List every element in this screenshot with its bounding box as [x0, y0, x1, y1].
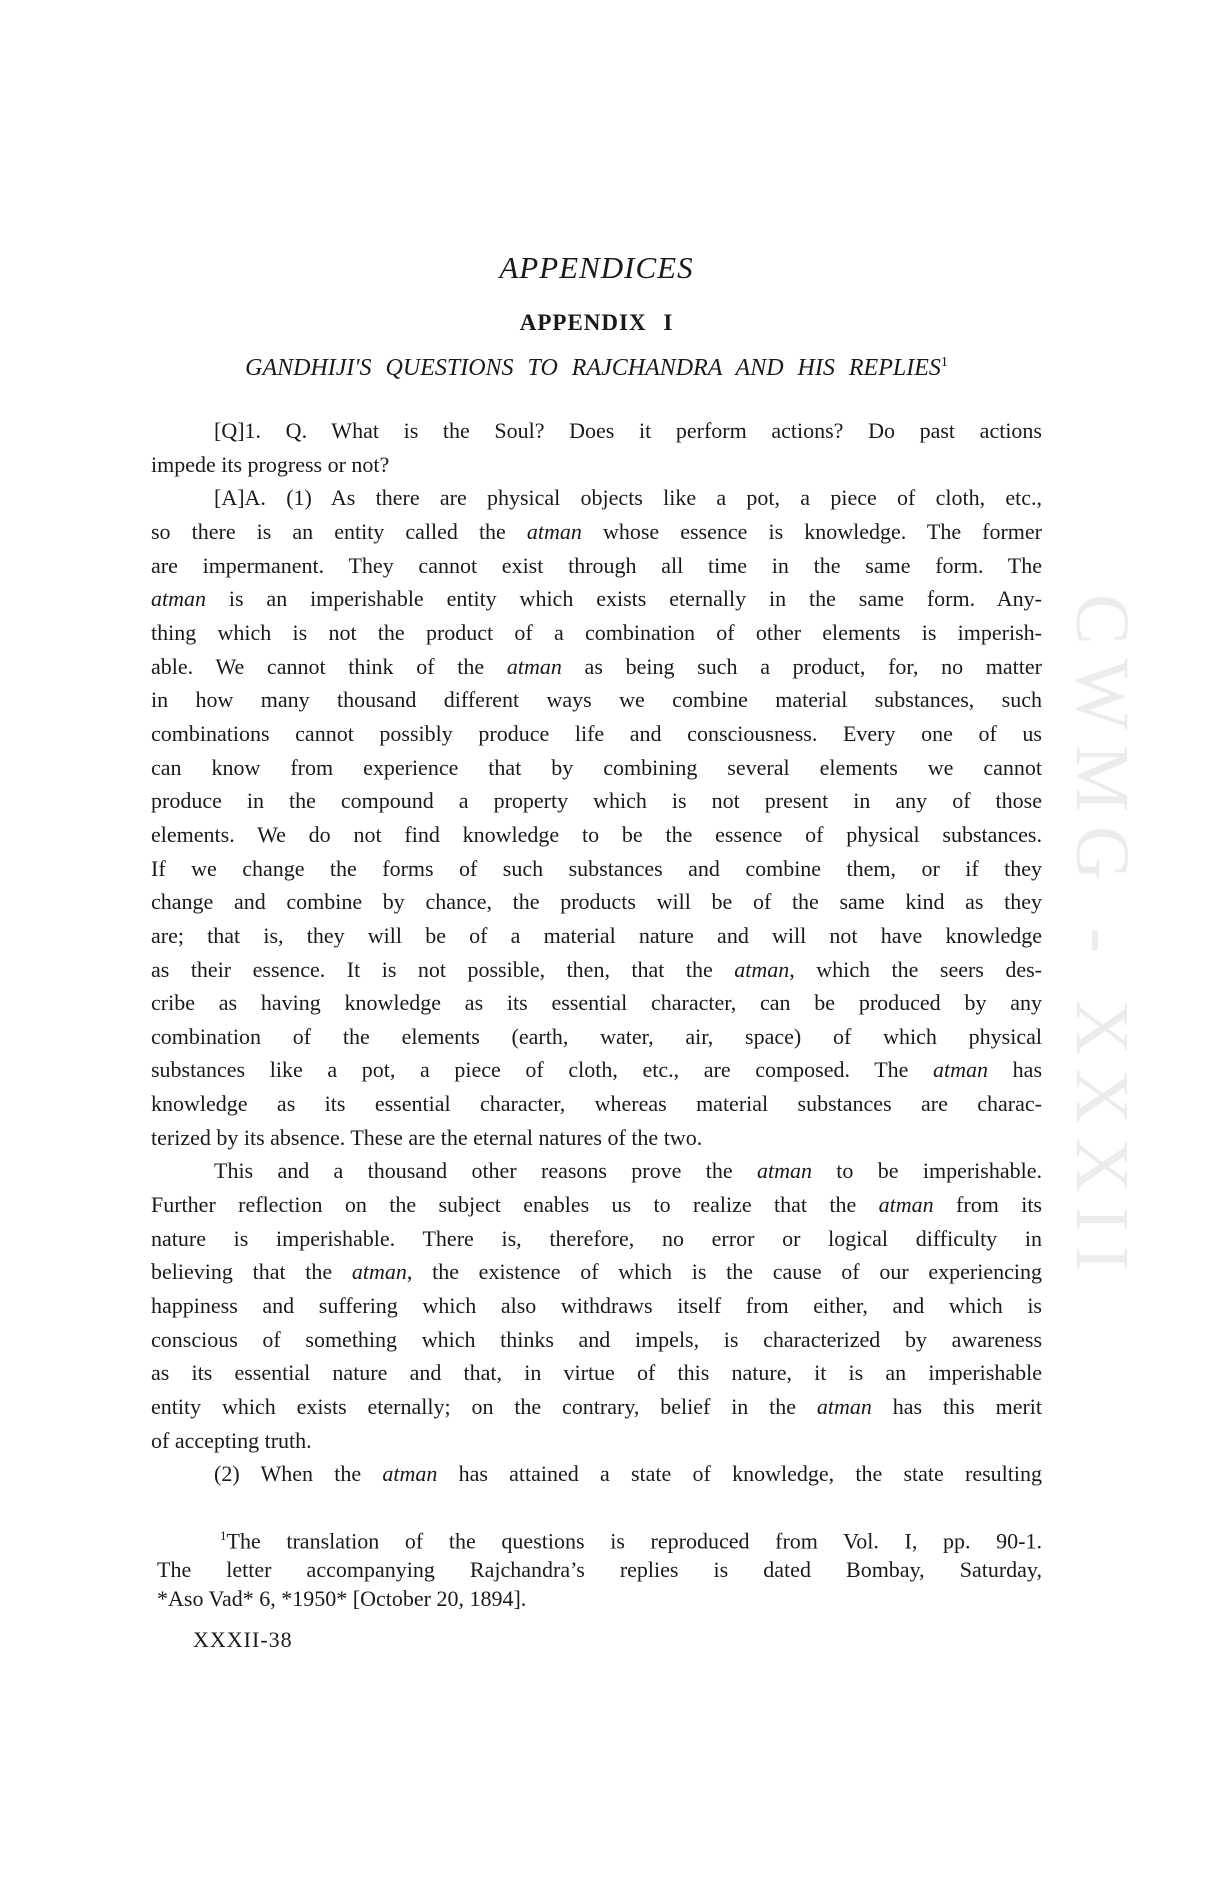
italic-term: atman [506, 653, 562, 679]
footnote [157, 1521, 1042, 1613]
text-line: combinations cannot possibly produce life and consciousness. Every one of us [151, 720, 1042, 746]
text-line: conscious of something which thinks and impels, is characterized by awareness [151, 1326, 1042, 1352]
italic-term: atman [878, 1192, 934, 1218]
text-line: in how many thousand different ways we combine material substances, such [151, 687, 1042, 713]
text-line: can know from experience that by combining several elements we cannot [151, 754, 1042, 780]
watermark: CWMG - XXXII [1060, 594, 1144, 1286]
text-line: so there is an entity called the atman whose essence is knowledge. The former [151, 518, 1043, 544]
text-line: thing which is not the product of a combination of other elements is imperish- [151, 619, 1042, 645]
italic-term: atman [734, 956, 790, 982]
appendix-heading: APPENDIX I [519, 310, 674, 335]
italic-term: atman [816, 1394, 872, 1420]
text-line-content: [A]A. (1) As there are physical objects like a pot, a piece of cloth, etc., [214, 485, 1042, 511]
text-line: (2) When the atman has attained a state of knowledge, the state resulting [214, 1461, 1042, 1487]
text-line: This and a thousand other reasons prove the atman to be imperishable. [214, 1158, 1042, 1184]
text-line: knowledge as its essential character, whereas material substances are charac- [151, 1091, 1042, 1117]
text-line [151, 414, 1042, 448]
italic-term: atman [933, 1057, 989, 1083]
text-line: cribe as having knowledge as its essential character, can be produced by any [151, 990, 1042, 1016]
text-line: atman is an imperishable entity which exists eternally in the same form. Any- [151, 586, 1042, 612]
text-line: able. We cannot think of the atman as being such a product, for, no matter [151, 653, 1042, 679]
text-line-content: [Q]1. Q. What is the Soul? Does it perform actions? Do past actions [214, 418, 1042, 443]
text-line: nature is imperishable. There is, therefore, no error or logical difficulty in [151, 1225, 1042, 1251]
text-line: impede its progress or not? [151, 451, 390, 477]
text-line: combination of the elements (earth, water, air, space) of which physical [151, 1023, 1042, 1049]
section-title: APPENDICES [499, 250, 694, 285]
italic-term: atman [351, 1259, 407, 1285]
text-line: are impermanent. They cannot exist through all time in the same form. The [151, 552, 1042, 578]
text-line: terized by its absence. These are the eternal natures of the two. [151, 1124, 703, 1150]
text-line: If we change the forms of such substances and combine them, or if they [151, 855, 1042, 881]
text-line: as its essential nature and that, in virtue of this nature, it is an imperishable [151, 1360, 1042, 1386]
text-line: elements. We do not find knowledge to be the essence of physical substances. [151, 821, 1042, 847]
page-number: XXXII-38 [193, 1627, 293, 1652]
italic-term: atman [382, 1461, 438, 1487]
text-line: of accepting truth. [151, 1427, 312, 1453]
subtitle-text: GANDHIJI'S QUESTIONS TO RAJCHANDRA AND HIS REPLIES [245, 355, 941, 381]
text-line [151, 481, 1042, 515]
text-line: substances like a pot, a piece of cloth, etc., are composed. The atman has [151, 1057, 1043, 1083]
text-line: $^1$The translation of the questions is reproduced from Vol. I, pp. 90-1. [220, 1528, 1042, 1554]
text-line: as their essence. It is not possible, then, that the atman, which the seers des- [151, 956, 1043, 982]
italic-term: atman [756, 1158, 812, 1184]
text-line: entity which exists eternally; on the contrary, belief in the atman has this merit [151, 1394, 1043, 1420]
text-line: believing that the atman, the existence of which is the cause of our experiencing [151, 1259, 1042, 1285]
text-line: The letter accompanying Rajchandra’s replies is dated Bombay, Saturday, [157, 1557, 1042, 1583]
text-line: are; that is, they will be of a material nature and will not have knowledge [151, 922, 1042, 948]
appendix-subtitle [151, 355, 1042, 382]
body-text [151, 414, 1042, 1491]
text-line: produce in the compound a property which is not present in any of those [151, 788, 1042, 814]
text-line: happiness and suffering which also withdraws itself from either, and which is [151, 1293, 1042, 1319]
footnote-marker: 1 [940, 355, 948, 370]
footnote-number: 1 [220, 1528, 227, 1543]
italic-term: atman [526, 518, 582, 544]
text-line-content: *Aso Vad* 6, *1950* [October 20, 1894]. [157, 1586, 527, 1612]
italic-term: atman [151, 586, 206, 612]
text-line: Further reflection on the subject enables us to realize that the atman from its [151, 1192, 1042, 1218]
text-line: change and combine by chance, the products will be of the same kind as they [151, 889, 1042, 915]
text-line [157, 1584, 1042, 1613]
